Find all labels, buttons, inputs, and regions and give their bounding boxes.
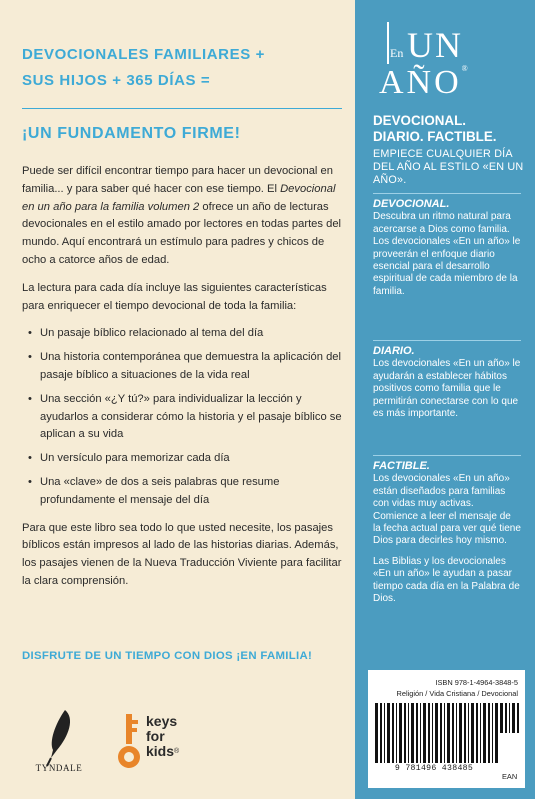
category-text: Religión / Vida Cristiana / Devocional — [396, 689, 518, 698]
barcode-bar — [480, 703, 481, 763]
section-title: DIARIO. — [373, 345, 415, 357]
tagline-sub: EMPIECE CUALQUIER DÍA DEL AÑO AL ESTILO «EN UN AÑO». — [373, 148, 524, 186]
list-item: • Una «clave» de dos a seis palabras que resume profundamente el mensaje del día — [22, 474, 344, 510]
feature-list — [22, 325, 344, 509]
barcode-bar — [464, 703, 466, 763]
barcode-bar — [375, 703, 378, 763]
logo-ano — [379, 64, 471, 102]
barcode-bar — [509, 703, 510, 733]
kfk-line-1: keys — [146, 713, 178, 729]
paragraph-1 — [22, 163, 344, 270]
para1-a: Puede ser difícil encontrar tiempo para hacer un devocional en familia... y para saber qué hacer con ese tiempo. El — [22, 165, 333, 195]
key-icon — [116, 712, 142, 772]
section-divider — [373, 340, 521, 341]
section-devocional — [373, 198, 521, 298]
barcode-icon — [375, 703, 499, 763]
barcode-bar — [435, 703, 438, 763]
list-item: • Un versículo para memorizar cada día — [22, 450, 344, 468]
book-title-italic: Devocional en un año para la familia volumen 2 — [22, 182, 336, 213]
tagline-line-2: DIARIO. FACTIBLE. — [373, 129, 497, 144]
paragraph-3: Para que este libro sea todo lo que usted necesite, los pasajes bíblicos están impresos al lado de las historias diarias. Además, los pasajes vienen de la Nueva Traducción Viviente para facilitar la clara comprensión. — [22, 521, 342, 587]
ean-label: EAN — [502, 772, 518, 781]
para1-b: ofrece un año de lecturas devocionales en el estilo amado por lectores en todas partes del mundo. Aquí encontrará un estímulo para padres y chicos de ocho a catorce años de edad. — [22, 200, 342, 266]
barcode-bar — [423, 703, 426, 763]
barcode-box — [368, 670, 525, 788]
call-to-action: DISFRUTE DE UN TIEMPO CON DIOS ¡EN FAMILIA! — [22, 650, 313, 662]
headline-line-2: SUS HIJOS + 365 DÍAS = — [22, 72, 211, 89]
barcode-bar — [517, 703, 519, 733]
section-text: Los devocionales «En un año» le proveerán el enfoque diario esencial para el desarrollo espiritual de cada miembro de la familia. — [373, 236, 521, 297]
section-text: Los devocionales «En un año» están diseñados para familias con vidas muy activas. Comience a leer el mensaje de la fecha actual para ver qué tiene Dios para decirles hoy mismo. — [373, 473, 521, 547]
barcode-bar — [399, 703, 402, 763]
barcode-bar — [404, 703, 406, 763]
tyndale-logo-text: TYNDALE — [35, 763, 83, 773]
logo-un: UN — [407, 25, 463, 65]
kfk-line-2: for — [146, 728, 165, 744]
logo-reg-mark: ® — [461, 64, 471, 73]
barcode-bar — [387, 703, 390, 763]
barcode-bar — [483, 703, 486, 763]
logo-en: En — [390, 46, 404, 60]
barcode-bar — [392, 703, 394, 763]
headline-divider — [22, 108, 342, 109]
barcode-bar — [396, 703, 397, 763]
subhead: ¡UN FUNDAMENTO FIRME! — [22, 125, 241, 142]
section-title: FACTIBLE. — [373, 460, 430, 472]
barcode-bar — [459, 703, 462, 763]
barcode-bar — [416, 703, 418, 763]
barcode-bar — [452, 703, 454, 763]
isbn-block — [368, 677, 518, 699]
section-divider — [373, 455, 521, 456]
barcode-bar — [476, 703, 478, 763]
barcode-bar — [468, 703, 469, 763]
barcode-bar — [447, 703, 450, 763]
section-text: Los devocionales «En un año» le ayudarán a establecer hábitos positivos como familia que le permitirán conectarse con lo que es más importante. — [373, 358, 521, 420]
barcode-bar — [512, 703, 515, 733]
paragraph-2: La lectura para cada día incluye las siguientes características para enriquecer el tiempo devocional de toda la familia: — [22, 281, 327, 312]
barcode-bar — [495, 703, 498, 763]
headline-line-1: DEVOCIONALES FAMILIARES + — [22, 46, 265, 63]
barcode-bar — [411, 703, 414, 763]
barcode-bar — [384, 703, 385, 763]
tagline — [373, 113, 528, 145]
barcode-bar — [380, 703, 382, 763]
section-title: DEVOCIONAL. — [373, 198, 450, 210]
section-diario — [373, 345, 521, 420]
section-divider — [373, 193, 521, 194]
kfk-reg-mark: ® — [174, 748, 180, 755]
headline — [22, 42, 342, 94]
barcode-bar — [471, 703, 474, 763]
list-item: • Una sección «¿Y tú?» para individualizar la lección y ayudarlos a considerar cómo la historia y el pasaje bíblico se aplican a su vida — [22, 391, 344, 444]
keys-for-kids-logo — [116, 712, 196, 772]
section-factible — [373, 460, 521, 605]
barcode-bar — [492, 703, 493, 763]
list-item: • Una historia contemporánea que demuestra la aplicación del pasaje bíblico a situaciones de la vida real — [22, 349, 344, 385]
en-un-ano-logo — [375, 22, 515, 102]
tagline-line-1: DEVOCIONAL. — [373, 113, 466, 128]
section-text: Descubra un ritmo natural para acercarse a Dios como familia. — [373, 211, 511, 235]
barcode-bar — [444, 703, 445, 763]
barcode-bar — [488, 703, 490, 763]
keys-for-kids-wordmark — [146, 714, 179, 759]
barcode-bar — [408, 703, 409, 763]
barcode-bar — [428, 703, 430, 763]
barcode-number: 9 781496 438485 — [394, 764, 474, 773]
list-item: • Un pasaje bíblico relacionado al tema del día — [22, 325, 344, 343]
logo-bar — [387, 22, 389, 64]
logo-ano-text: AÑO — [379, 64, 462, 101]
body-text — [22, 163, 344, 601]
barcode-bar — [440, 703, 442, 763]
isbn-text: ISBN 978-1-4964-3848-5 — [435, 678, 518, 687]
section-text: Las Biblias y los devocionales «En un año» le ayudan a pasar tiempo cada día en la Palabra de Dios. — [373, 555, 520, 605]
barcode-bar — [500, 703, 503, 733]
barcode-bar — [505, 703, 507, 733]
barcode-addon-icon — [500, 703, 520, 733]
barcode-bar — [456, 703, 457, 763]
kfk-line-3: kids — [146, 743, 175, 759]
barcode-bar — [420, 703, 421, 763]
barcode-bar — [432, 703, 433, 763]
